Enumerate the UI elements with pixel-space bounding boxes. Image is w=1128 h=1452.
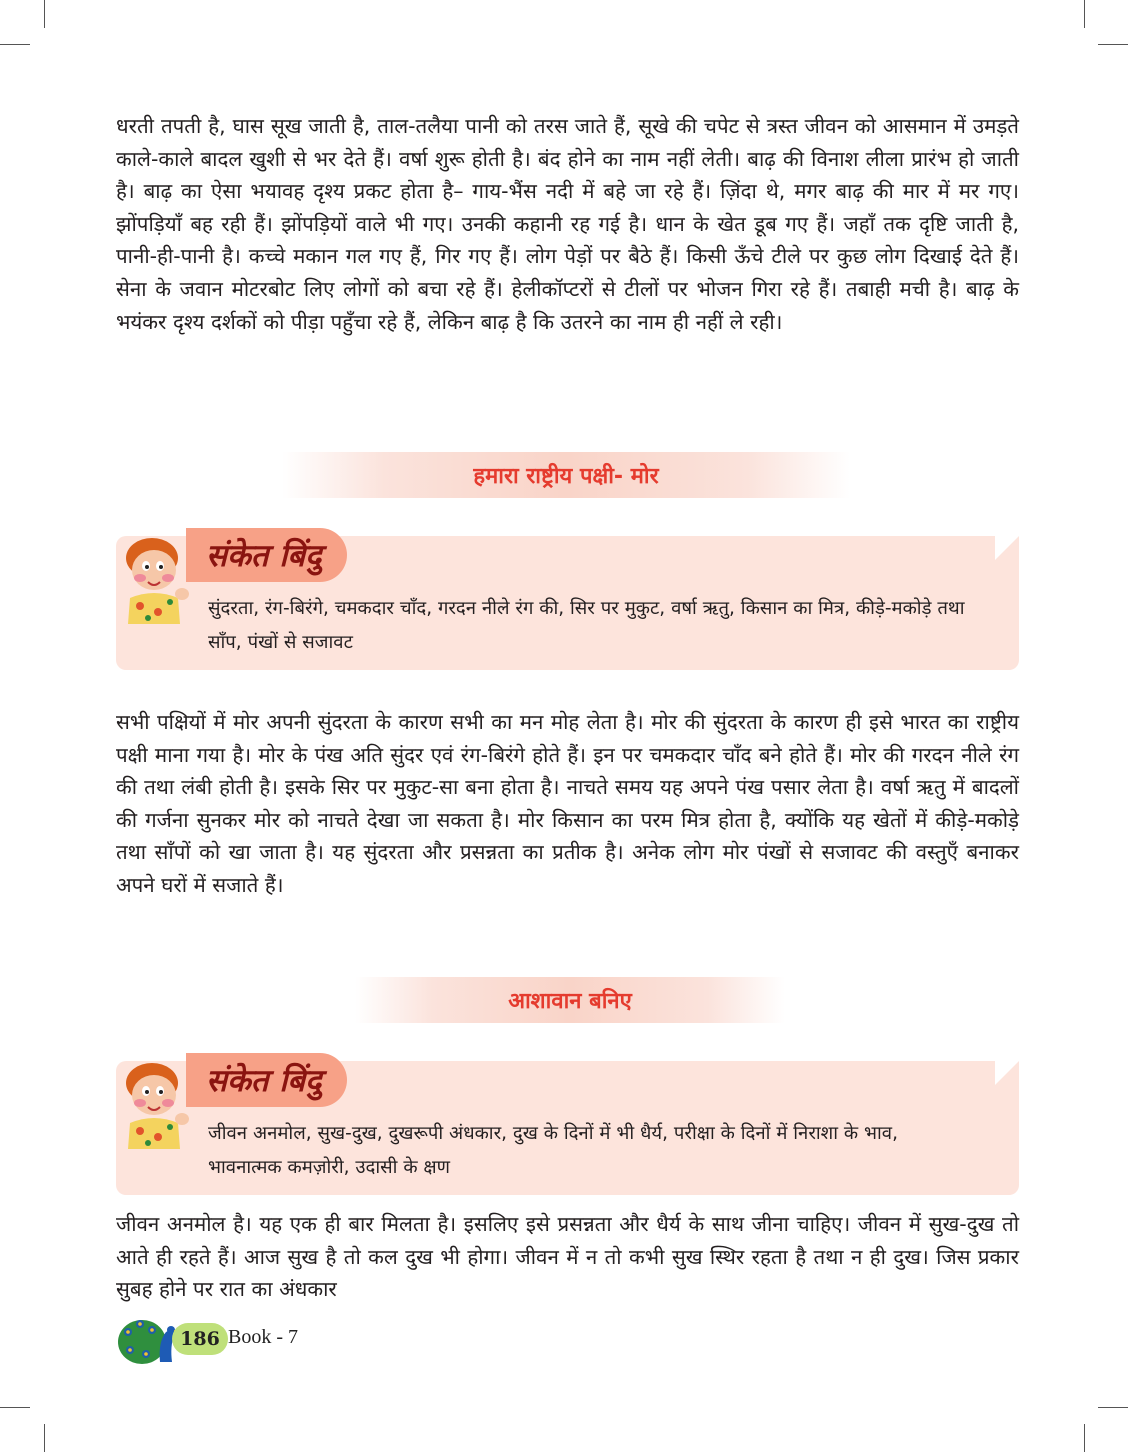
page-footer: [118, 1310, 318, 1370]
crop-mark: [1098, 44, 1128, 45]
section-heading: हमारा राष्ट्रीय पक्षी- मोर: [473, 464, 659, 489]
intro-paragraph: धरती तपती है, घास सूख जाती है, ताल-तलैया पानी को तरस जाते हैं, सूखे की चपेट से त्रस्त जीवन को आसमान में उमड़ते काले-काले बादल खुशी से भर देते हैं। वर्षा शुरू होती है। बंद होने का नाम नहीं लेती। बाढ़ की विनाश लीला प्रारंभ हो जाती है। बाढ़ का ऐसा भयावह दृश्य प्रकट होता है– गाय-भैंस नदी में बहे जा रहे हैं। ज़िंदा थे, मगर बाढ़ की मार में मर गए। झोंपड़ियाँ बह रही हैं। झोंपड़ियों वाले भी गए। उनकी कहानी रह गई है। धान के खेत डूब गए हैं। जहाँ तक दृष्टि जाती है, पानी-ही-पानी है। कच्चे मकान गल गए हैं, गिर गए हैं। लोग पेड़ों पर बैठे हैं। किसी ऊँचे टीले पर कुछ लोग दिखाई देते हैं। सेना के जवान मोटरबोट लिए लोगों को बचा रहे हैं। हेलीकॉप्टरों से टीलों पर भोजन गिरा रहे हैं। तबाही मची है। बाढ़ के भयंकर दृश्य दर्शकों को पीड़ा पहुँचा रहे हैं, लेकिन बाढ़ है कि उतरने का नाम ही नहीं ले रही।: [116, 114, 1019, 334]
section-heading-band: [282, 452, 850, 498]
crop-mark: [1084, 0, 1085, 28]
crop-mark: [1084, 1424, 1085, 1452]
hint-text: सुंदरता, रंग-बिरंगे, चमकदार चाँद, गरदन नीले रंग की, सिर पर मुकुट, वर्षा ऋतु, किसान का मित्र, कीड़े-मकोड़े तथा साँप, पंखों से सजावट: [208, 598, 965, 653]
crop-mark: [1098, 1407, 1128, 1408]
crop-mark: [44, 0, 45, 28]
peacock-essay-paragraph: सभी पक्षियों में मोर अपनी सुंदरता के कारण सभी का मन मोह लेता है। मोर की सुंदरता के कारण ही इसे भारत का राष्ट्रीय पक्षी माना गया है। मोर के पंख अति सुंदर एवं रंग-बिरंगे होते हैं। इन पर चमकदार चाँद बने होते हैं। मोर की गरदन नीले रंग की तथा लंबी होती है। इसके सिर पर मुकुट-सा बना होता है। नाचते समय यह अपने पंख पसार लेता है। वर्षा ऋतु में बादलों की गर्जना सुनकर मोर को नाचते देखा जा सकता है। मोर किसान का परम मित्र होता है, क्योंकि यह खेतों में कीड़े-मकोड़े तथा साँपों को खा जाता है। यह सुंदरता और प्रसन्नता का प्रतीक है। अनेक लोग मोर पंखों से सजावट की वस्तुएँ बनाकर अपने घरों में सजाते हैं।: [116, 710, 1019, 897]
section-heading-band: [355, 977, 785, 1023]
crop-mark: [44, 1424, 45, 1452]
hint-box: [116, 1061, 1019, 1195]
crop-mark: [0, 44, 30, 45]
hint-title: संकेत बिंदु: [186, 528, 347, 582]
book-label: Book - 7: [228, 1326, 298, 1348]
page-number: 186: [172, 1323, 228, 1355]
section-heading: आशावान बनिए: [508, 989, 632, 1014]
kid-mascot-icon: [114, 532, 194, 624]
hint-title: संकेत बिंदु: [186, 1053, 347, 1107]
hope-essay-paragraph: जीवन अनमोल है। यह एक ही बार मिलता है। इसलिए इसे प्रसन्नता और धैर्य के साथ जीना चाहिए। जीवन में सुख-दुख तो आते ही रहते हैं। आज सुख है तो कल दुख भी होगा। जीवन में न तो कभी सुख स्थिर रहता है तथा न ही दुख। जिस प्रकार सुबह होने पर रात का अंधकार: [116, 1212, 1019, 1302]
kid-mascot-icon: [114, 1057, 194, 1149]
hint-box: [116, 536, 1019, 670]
crop-mark: [0, 1407, 30, 1408]
hint-text: जीवन अनमोल, सुख-दुख, दुखरूपी अंधकार, दुख के दिनों में भी धैर्य, परीक्षा के दिनों में निराशा के भाव, भावनात्मक कमज़ोरी, उदासी के क्षण: [208, 1123, 898, 1178]
